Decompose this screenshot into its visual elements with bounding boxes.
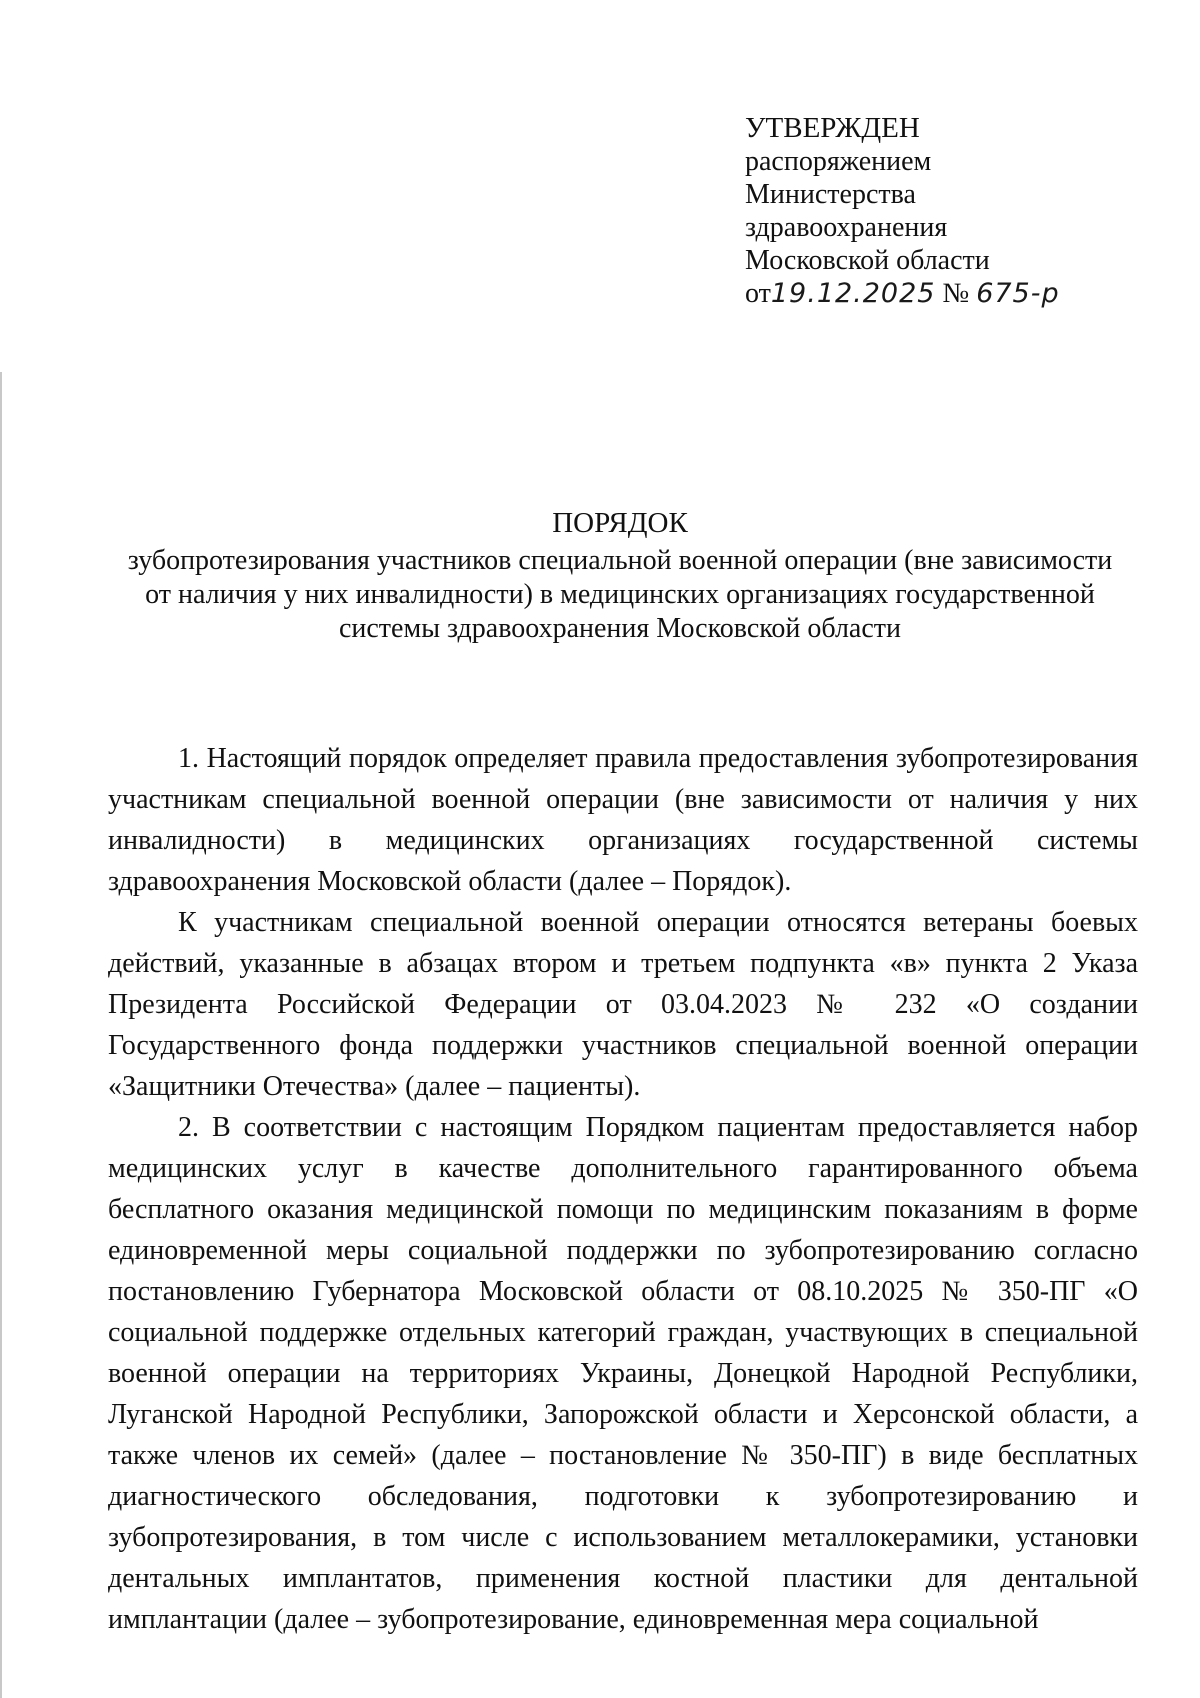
date-prefix: от (745, 278, 771, 309)
approval-date-number-line (745, 277, 1060, 310)
subtitle-line-1: зубопротезирования участников специальной военной операции (вне зависимости (127, 545, 1113, 576)
approval-stamp-block (745, 112, 1060, 310)
subtitle-line-2: от наличия у них инвалидности) в медицинских организациях государственной (145, 579, 1095, 610)
paragraph-3: 2. В соответствии с настоящим Порядком пациентам предоставляется набор медицинских услуг в качестве дополнительного гарантированного объема бесплатного оказания медицинской помощи по медицинским показаниям в форме единовременной меры социальной поддержки по зубопротезированию согласно постановлению Губернатора Московской области от 08.10.2025 № 350-ПГ «О социальной поддержке отдельных категорий граждан, участвующих в специальной военной операции на территориях Украины, Донецкой Народной Республики, Луганской Народной Республики, Запорожской области и Херсонской области, а также членов их семей» (далее – постановление № 350-ПГ) в виде бесплатных диагностического обследования, подготовки к зубопротезированию и зубопротезирования, в том числе с использованием металлокерамики, установки дентальных имплантатов, применения костной пластики для дентальной имплантации (далее – зубопротезирование, единовременная мера социальной (108, 1112, 1138, 1635)
handwritten-number: 675-р (976, 278, 1060, 309)
approval-line-4: Московской области (745, 245, 990, 276)
paragraph-2: К участникам специальной военной операции относятся ветераны боевых действий, указанные в абзацах втором и третьем подпункта «в» пункта 2 Указа Президента Российской Федерации от 03.04.2023 № 232 «О создании Государственного фонда поддержки участников специальной военной операции «Защитники Отечества» (далее – пациенты). (108, 907, 1138, 1102)
number-sign: № (942, 278, 970, 309)
approval-line-3: здравоохранения (745, 212, 948, 243)
approval-line-1: распоряжением (745, 146, 932, 177)
handwritten-date: 19.12.2025 (770, 278, 936, 309)
scan-edge-line (0, 372, 2, 1698)
approval-line-2: Министерства (745, 179, 916, 210)
document-title: ПОРЯДОК (552, 507, 688, 539)
paragraph-1: 1. Настоящий порядок определяет правила предоставления зубопротезирования участникам специальной военной операции (вне зависимости от наличия у них инвалидности) в медицинских организациях государственной системы здравоохранения Московской области (далее – Порядок). (108, 743, 1138, 897)
subtitle-line-3: системы здравоохранения Московской области (338, 613, 902, 644)
approval-title: УТВЕРЖДЕН (745, 112, 920, 144)
document-body (108, 738, 1138, 1640)
document-heading (100, 506, 1140, 646)
